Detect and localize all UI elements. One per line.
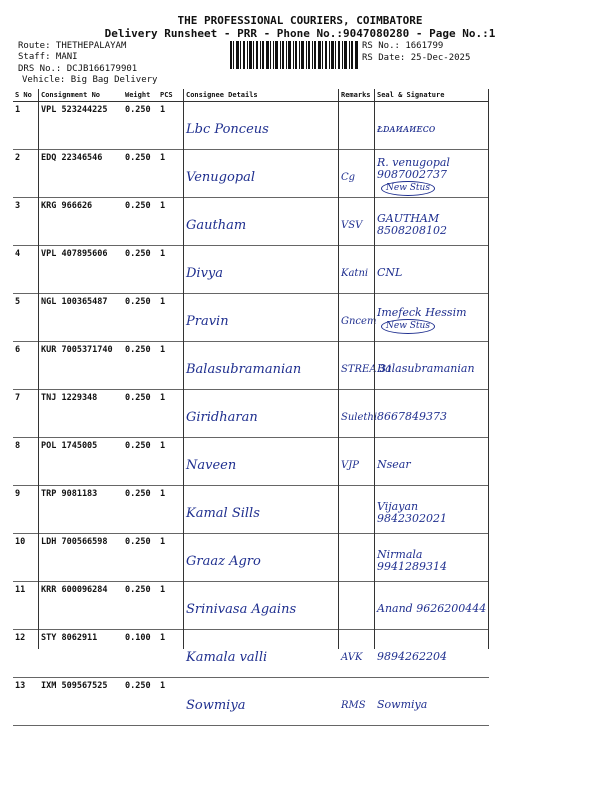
signature-handwriting: 8667849373 — [375, 390, 489, 438]
remarks-handwriting — [339, 582, 375, 630]
weight-value: 0.250 — [123, 150, 158, 198]
signature-handwriting: Vijayan 9842302021 — [375, 486, 489, 534]
signature-handwriting: GAUTHAM 8508208102 — [375, 198, 489, 246]
col-sno: S No — [13, 89, 39, 102]
remarks-handwriting — [339, 102, 375, 150]
signature-handwriting: 9894262204 — [375, 630, 489, 678]
remarks-handwriting — [339, 534, 375, 582]
consignee-handwriting: Sowmiya — [184, 678, 339, 726]
pieces-count: 1 — [158, 102, 184, 150]
consignment-number: EDQ 22346546 — [39, 150, 123, 198]
table-row — [13, 534, 489, 582]
pieces-count: 1 — [158, 198, 184, 246]
col-seal: Seal & Signature — [375, 89, 489, 102]
row-sno: 12 — [13, 630, 39, 678]
weight-value: 0.250 — [123, 198, 158, 246]
pieces-count: 1 — [158, 486, 184, 534]
pieces-count: 1 — [158, 150, 184, 198]
pieces-count: 1 — [158, 390, 184, 438]
remarks-handwriting: STREA 31 — [339, 342, 375, 390]
row-sno: 1 — [13, 102, 39, 150]
pieces-count: 1 — [158, 630, 184, 678]
signature-handwriting: ᴌᴅᴀᴎᴀᴎᴇᴄᴏ — [375, 102, 489, 150]
row-sno: 10 — [13, 534, 39, 582]
column-divider — [38, 89, 39, 649]
remarks-handwriting — [339, 486, 375, 534]
signature-handwriting: Nsear — [375, 438, 489, 486]
consignee-handwriting: Balasubramanian — [184, 342, 339, 390]
table-row — [13, 342, 489, 390]
row-sno: 11 — [13, 582, 39, 630]
staff-label: Staff: MANI — [18, 52, 78, 62]
table-row — [13, 486, 489, 534]
signature-handwriting: Sowmiya — [375, 678, 489, 726]
consignee-handwriting: Pravin — [184, 294, 339, 342]
table-row — [13, 102, 489, 150]
new-stamp: New Stus — [381, 319, 435, 334]
consignment-number: LDH 700566598 — [39, 534, 123, 582]
pieces-count: 1 — [158, 246, 184, 294]
row-sno: 5 — [13, 294, 39, 342]
row-sno: 2 — [13, 150, 39, 198]
signature-handwriting: Anand 9626200444 — [375, 582, 489, 630]
remarks-handwriting: RMS — [339, 678, 375, 726]
remarks-handwriting: Sulethi — [339, 390, 375, 438]
weight-value: 0.250 — [123, 534, 158, 582]
vehicle-label: Vehicle: Big Bag Delivery — [22, 75, 158, 85]
row-sno: 9 — [13, 486, 39, 534]
col-pcs: PCS — [158, 89, 184, 102]
consignee-handwriting: Gautham — [184, 198, 339, 246]
row-sno: 6 — [13, 342, 39, 390]
table-row — [13, 246, 489, 294]
pieces-count: 1 — [158, 438, 184, 486]
barcode — [230, 41, 358, 69]
weight-value: 0.250 — [123, 102, 158, 150]
consignee-handwriting: Giridharan — [184, 390, 339, 438]
consignment-number: STY 8062911 — [39, 630, 123, 678]
new-stamp: New Stus — [381, 181, 435, 196]
column-divider — [183, 89, 184, 649]
signature-handwriting: Imefeck HessimNew Stus — [375, 294, 489, 342]
consignment-number: TRP 9081183 — [39, 486, 123, 534]
consignee-handwriting: Venugopal — [184, 150, 339, 198]
signature-handwriting: Balasubramanian — [375, 342, 489, 390]
pieces-count: 1 — [158, 678, 184, 726]
table-row — [13, 630, 489, 678]
signature-handwriting: R. venugopal 9087002737New Stus — [375, 150, 489, 198]
row-sno: 8 — [13, 438, 39, 486]
remarks-handwriting: VJP — [339, 438, 375, 486]
table-row — [13, 438, 489, 486]
weight-value: 0.250 — [123, 678, 158, 726]
consignee-handwriting: Srinivasa Agains — [184, 582, 339, 630]
company-title: THE PROFESSIONAL COURIERS, COIMBATORE — [177, 14, 423, 27]
consignee-handwriting: Naveen — [184, 438, 339, 486]
table-row — [13, 678, 489, 726]
drs-number: DRS No.: DCJB166179901 — [18, 64, 138, 74]
table-row — [13, 150, 489, 198]
consignee-handwriting: Divya — [184, 246, 339, 294]
remarks-handwriting: Gncem — [339, 294, 375, 342]
weight-value: 0.100 — [123, 630, 158, 678]
remarks-handwriting: VSV — [339, 198, 375, 246]
consignment-number: KRG 966626 — [39, 198, 123, 246]
weight-value: 0.250 — [123, 438, 158, 486]
weight-value: 0.250 — [123, 342, 158, 390]
column-divider — [338, 89, 339, 649]
rs-date: RS Date: 25-Dec-2025 — [362, 53, 471, 63]
row-sno: 7 — [13, 390, 39, 438]
col-weight: Weight — [123, 89, 158, 102]
consignee-handwriting: Graaz Agro — [184, 534, 339, 582]
consignment-number: IXM 509567525 — [39, 678, 123, 726]
row-sno: 4 — [13, 246, 39, 294]
row-sno: 13 — [13, 678, 39, 726]
consignment-number: POL 1745005 — [39, 438, 123, 486]
runsheet-subtitle: Delivery Runsheet - PRR - Phone No.:9047080280 - Page No.:1 — [104, 27, 496, 40]
table-row — [13, 582, 489, 630]
table-header-row — [13, 89, 489, 102]
col-consignment: Consignment No — [39, 89, 123, 102]
row-sno: 3 — [13, 198, 39, 246]
weight-value: 0.250 — [123, 486, 158, 534]
consignee-handwriting: Kamal Sills — [184, 486, 339, 534]
consignment-number: NGL 100365487 — [39, 294, 123, 342]
col-remarks: Remarks — [339, 89, 375, 102]
route-label: Route: THETHEPALAYAM — [18, 41, 127, 51]
remarks-handwriting: AVK — [339, 630, 375, 678]
consignment-number: VPL 523244225 — [39, 102, 123, 150]
column-divider — [374, 89, 375, 649]
weight-value: 0.250 — [123, 294, 158, 342]
pieces-count: 1 — [158, 582, 184, 630]
weight-value: 0.250 — [123, 246, 158, 294]
pieces-count: 1 — [158, 342, 184, 390]
consignment-number: KUR 7005371740 — [39, 342, 123, 390]
signature-handwriting: CNL — [375, 246, 489, 294]
rs-number: RS No.: 1661799 — [362, 41, 444, 51]
remarks-handwriting: Cg — [339, 150, 375, 198]
runsheet-table — [13, 89, 489, 726]
column-divider — [488, 89, 489, 649]
remarks-handwriting: Katni — [339, 246, 375, 294]
weight-value: 0.250 — [123, 390, 158, 438]
col-consignee: Consignee Details — [184, 89, 339, 102]
pieces-count: 1 — [158, 534, 184, 582]
table-row — [13, 198, 489, 246]
table-row — [13, 294, 489, 342]
consignee-handwriting: Kamala valli — [184, 630, 339, 678]
consignee-handwriting: Lbc Ponceus — [184, 102, 339, 150]
weight-value: 0.250 — [123, 582, 158, 630]
signature-handwriting: Nirmala 9941289314 — [375, 534, 489, 582]
consignment-number: VPL 407895606 — [39, 246, 123, 294]
pieces-count: 1 — [158, 294, 184, 342]
table-row — [13, 390, 489, 438]
consignment-number: TNJ 1229348 — [39, 390, 123, 438]
consignment-number: KRR 600096284 — [39, 582, 123, 630]
